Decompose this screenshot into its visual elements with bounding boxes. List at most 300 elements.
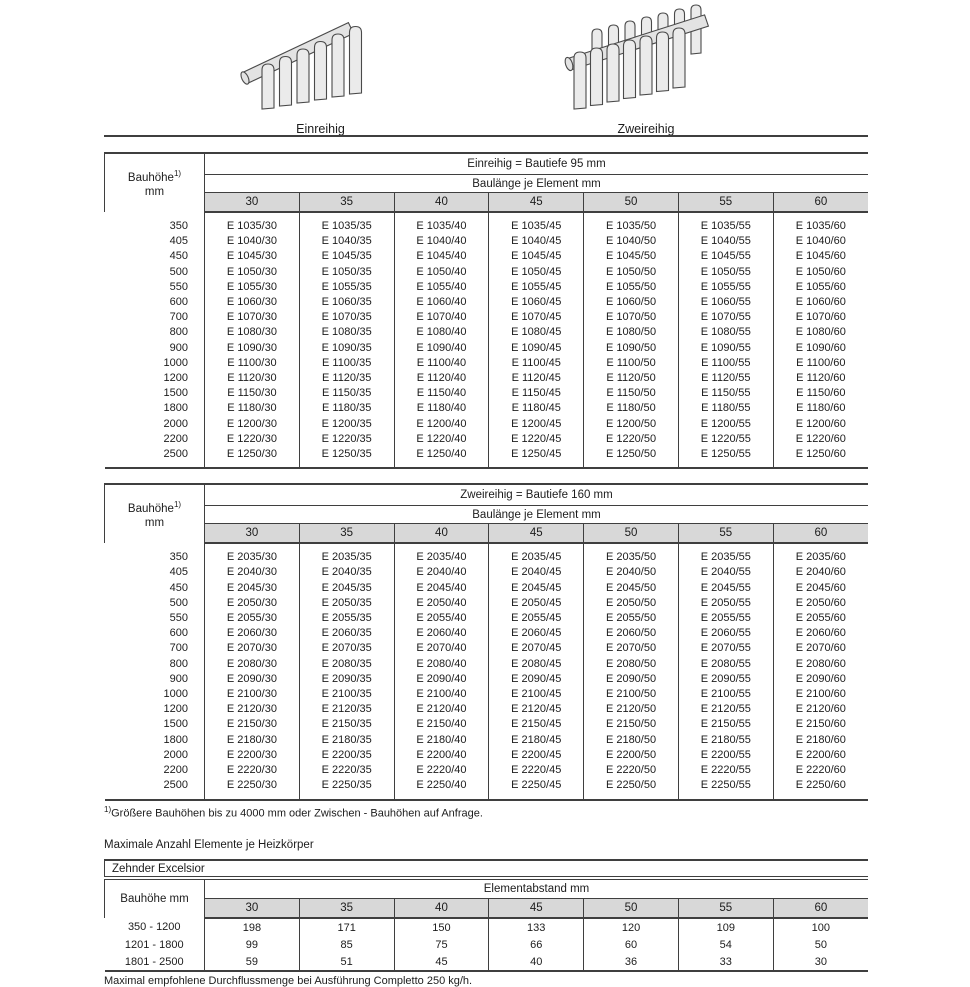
- data-cell: E 1150/35: [299, 386, 394, 401]
- row-label: 1500: [105, 386, 205, 401]
- data-cell: E 2220/50: [584, 763, 679, 778]
- row-label: 1800: [105, 733, 205, 748]
- table-subtitle: Baulänge je Element mm: [205, 506, 869, 524]
- data-cell: E 2150/60: [795, 718, 846, 731]
- column-header: 35: [299, 193, 394, 213]
- data-cell: E 2035/50: [584, 543, 679, 565]
- data-cell: E 1150/30: [205, 386, 300, 401]
- data-cell: 133: [489, 918, 584, 936]
- data-cell: E 2090/30: [205, 672, 300, 687]
- row-label: 2200: [105, 432, 205, 447]
- data-cell: 120: [584, 918, 679, 936]
- table-row: [105, 310, 869, 325]
- data-cell: E 1035/30: [205, 212, 300, 234]
- data-cell: E 1055/50: [584, 280, 679, 295]
- table-row: [105, 778, 869, 799]
- row-label: 550: [105, 611, 205, 626]
- column-header-row: [105, 193, 869, 213]
- data-cell: E 2100/50: [584, 687, 679, 702]
- data-cell: E 1180/60: [796, 402, 846, 415]
- data-cell: E 1055/45: [489, 280, 584, 295]
- table-row: [105, 543, 869, 565]
- data-cell: E 1150/60: [796, 387, 846, 400]
- table-row: [105, 748, 869, 763]
- table-body: [105, 212, 869, 468]
- table-row: [105, 565, 869, 580]
- row-label: 2200: [105, 763, 205, 778]
- data-cell: E 1250/45: [489, 447, 584, 468]
- data-cell: E 2200/50: [584, 748, 679, 763]
- data-cell: E 2060/50: [584, 626, 679, 641]
- data-cell: E 2150/35: [299, 717, 394, 732]
- row-label: 350: [105, 212, 205, 234]
- column-header-row: [105, 899, 869, 919]
- data-cell: E 1200/30: [205, 417, 300, 432]
- column-header: 30: [205, 524, 300, 544]
- table-row: [105, 417, 869, 432]
- data-cell: E 1180/40: [394, 401, 489, 416]
- data-cell: E 1120/55: [678, 371, 773, 386]
- data-cell: E 1250/35: [299, 447, 394, 468]
- data-cell: E 1150/40: [394, 386, 489, 401]
- footnote: [104, 805, 868, 820]
- data-cell: E 1100/55: [678, 356, 773, 371]
- data-cell: E 2035/30: [205, 543, 300, 565]
- data-cell: E 2055/35: [299, 611, 394, 626]
- data-cell: E 2055/30: [205, 611, 300, 626]
- data-cell: E 2040/40: [394, 565, 489, 580]
- data-cell: E 2180/30: [205, 733, 300, 748]
- data-cell: E 2035/40: [394, 543, 489, 565]
- row-label: 1200: [105, 371, 205, 386]
- data-cell: E 2045/40: [394, 581, 489, 596]
- data-cell: E 2050/30: [205, 596, 300, 611]
- data-cell: E 2220/35: [299, 763, 394, 778]
- data-cell: E 1040/30: [205, 234, 300, 249]
- max-elements-heading: Maximale Anzahl Elemente je Heizkörper: [104, 839, 314, 852]
- data-cell: E 2040/45: [489, 565, 584, 580]
- data-cell: E 1055/55: [678, 280, 773, 295]
- data-cell: E 1150/55: [678, 386, 773, 401]
- table-row: [105, 356, 869, 371]
- table-row: [105, 280, 869, 295]
- einreihig-figure: [238, 6, 403, 136]
- data-cell: E 2060/45: [489, 626, 584, 641]
- data-cell: E 2120/55: [678, 702, 773, 717]
- data-cell: E 1070/50: [584, 310, 679, 325]
- data-cell: E 2220/45: [489, 763, 584, 778]
- data-cell: E 2180/35: [299, 733, 394, 748]
- data-cell: E 2250/55: [678, 778, 773, 799]
- data-cell: E 2090/45: [489, 672, 584, 687]
- data-cell: E 1200/35: [299, 417, 394, 432]
- data-cell: 45: [394, 953, 489, 971]
- column-header: 50: [584, 524, 679, 544]
- figure-caption: Zweireihig: [617, 122, 675, 136]
- table-row: [105, 341, 869, 356]
- data-cell: 54: [678, 936, 773, 953]
- row-label: 1000: [105, 687, 205, 702]
- data-cell: E 2070/40: [394, 641, 489, 656]
- data-cell: E 2200/35: [299, 748, 394, 763]
- data-cell: E 1040/40: [394, 234, 489, 249]
- table-title: Einreihig = Bautiefe 95 mm: [205, 153, 869, 175]
- data-cell: E 1050/35: [299, 265, 394, 280]
- data-cell: E 2040/50: [584, 565, 679, 580]
- data-cell: E 1150/50: [584, 386, 679, 401]
- data-cell: E 1220/55: [678, 432, 773, 447]
- figure-caption: Einreihig: [296, 122, 345, 136]
- data-cell: E 2080/35: [299, 657, 394, 672]
- data-cell: E 1045/45: [489, 249, 584, 264]
- data-cell: E 2050/35: [299, 596, 394, 611]
- data-cell: E 1200/55: [678, 417, 773, 432]
- data-cell: 171: [299, 918, 394, 936]
- data-cell: E 2045/55: [678, 581, 773, 596]
- data-cell: E 1070/35: [299, 310, 394, 325]
- data-cell: 30: [814, 955, 827, 968]
- data-cell: E 1050/45: [489, 265, 584, 280]
- table-row: [105, 249, 869, 264]
- data-cell: E 1200/60: [795, 417, 846, 430]
- data-cell: E 1220/35: [299, 432, 394, 447]
- data-cell: E 2120/35: [299, 702, 394, 717]
- data-cell: E 1070/45: [489, 310, 584, 325]
- data-cell: E 2045/30: [205, 581, 300, 596]
- row-header-text: Bauhöhe: [127, 171, 174, 184]
- table-row: [105, 265, 869, 280]
- column-header: 50: [584, 193, 679, 213]
- row-label: 450: [105, 581, 205, 596]
- data-cell: E 2090/55: [678, 672, 773, 687]
- column-header: 45: [489, 524, 584, 544]
- table-row: [105, 325, 869, 340]
- table-row: [105, 581, 869, 596]
- data-cell: E 1090/30: [205, 341, 300, 356]
- table-row: [105, 702, 869, 717]
- figures-row: [0, 0, 970, 136]
- table-title: Zweireihig = Bautiefe 160 mm: [205, 484, 869, 506]
- column-header: 40: [394, 524, 489, 544]
- data-cell: E 1035/40: [394, 212, 489, 234]
- data-cell: E 1050/60: [795, 265, 846, 278]
- column-header: 55: [678, 193, 773, 213]
- data-cell: E 1220/40: [394, 432, 489, 447]
- data-cell: E 2250/60: [795, 779, 846, 792]
- data-cell: E 1060/45: [489, 295, 584, 310]
- table-title: Elementabstand mm: [205, 880, 869, 899]
- data-cell: E 2180/45: [489, 733, 584, 748]
- data-cell: E 1180/55: [678, 401, 773, 416]
- data-cell: E 2050/60: [795, 596, 846, 609]
- row-label: 1801 - 2500: [105, 953, 205, 971]
- data-cell: E 2050/40: [394, 596, 489, 611]
- row-header-text: Bauhöhe: [127, 503, 174, 516]
- single-row-radiator-illustration: [238, 6, 403, 116]
- data-cell: E 1050/30: [205, 265, 300, 280]
- table-row: [105, 447, 869, 468]
- table-row: [105, 386, 869, 401]
- data-cell: 40: [489, 953, 584, 971]
- data-cell: E 1050/50: [584, 265, 679, 280]
- data-cell: E 1090/60: [795, 341, 846, 354]
- data-cell: E 1180/35: [299, 401, 394, 416]
- table-row: [105, 295, 869, 310]
- data-cell: E 1050/40: [394, 265, 489, 280]
- flow-rate-note: Maximal empfohlene Durchflussmenge bei Ausführung Completto 250 kg/h.: [104, 975, 473, 987]
- data-cell: E 1100/40: [394, 356, 489, 371]
- data-cell: 36: [584, 953, 679, 971]
- data-cell: E 1060/40: [394, 295, 489, 310]
- data-cell: E 2200/55: [678, 748, 773, 763]
- data-cell: E 2200/60: [795, 748, 846, 761]
- data-cell: E 2100/45: [489, 687, 584, 702]
- row-label: 1800: [105, 401, 205, 416]
- table-row: [105, 212, 869, 234]
- data-cell: E 1080/60: [795, 326, 846, 339]
- data-cell: E 1250/50: [584, 447, 679, 468]
- data-cell: E 2250/35: [299, 778, 394, 799]
- data-cell: E 2035/55: [678, 543, 773, 565]
- table-row: [105, 672, 869, 687]
- data-cell: E 1120/40: [394, 371, 489, 386]
- table-row: [105, 401, 869, 416]
- data-cell: E 2070/30: [205, 641, 300, 656]
- data-cell: E 1055/40: [394, 280, 489, 295]
- data-cell: E 2120/50: [584, 702, 679, 717]
- data-cell: E 1120/45: [489, 371, 584, 386]
- data-cell: E 2060/35: [299, 626, 394, 641]
- data-cell: E 1100/60: [796, 356, 846, 369]
- data-cell: 33: [678, 953, 773, 971]
- table-row: [105, 918, 869, 936]
- row-header-bauhoehe: [105, 484, 205, 543]
- data-cell: E 1080/40: [394, 325, 489, 340]
- data-cell: E 1035/50: [584, 212, 679, 234]
- table-body: [105, 918, 869, 971]
- data-cell: E 2070/45: [489, 641, 584, 656]
- data-cell: E 1045/30: [205, 249, 300, 264]
- data-cell: E 2180/55: [678, 733, 773, 748]
- table-body: [105, 543, 869, 799]
- column-header-row: [105, 524, 869, 544]
- data-cell: E 1055/60: [795, 280, 846, 293]
- data-cell: E 1100/35: [299, 356, 394, 371]
- data-cell: 66: [489, 936, 584, 953]
- data-cell: E 2080/50: [584, 657, 679, 672]
- data-cell: E 1250/55: [678, 447, 773, 468]
- data-cell: E 1100/50: [584, 356, 679, 371]
- data-cell: 60: [584, 936, 679, 953]
- data-cell: E 2220/40: [394, 763, 489, 778]
- data-cell: E 1090/50: [584, 341, 679, 356]
- data-cell: E 1180/50: [584, 401, 679, 416]
- einreihig-table: [104, 152, 868, 469]
- column-header: 60: [773, 524, 868, 544]
- data-cell: E 1250/30: [205, 447, 300, 468]
- row-label: 600: [105, 626, 205, 641]
- data-cell: E 2060/55: [678, 626, 773, 641]
- data-cell: E 2220/55: [678, 763, 773, 778]
- data-cell: E 1080/35: [299, 325, 394, 340]
- data-cell: E 1040/55: [678, 234, 773, 249]
- data-cell: E 2090/50: [584, 672, 679, 687]
- data-cell: E 2090/40: [394, 672, 489, 687]
- data-cell: E 1070/30: [205, 310, 300, 325]
- data-cell: E 1090/35: [299, 341, 394, 356]
- data-cell: 100: [811, 921, 831, 934]
- data-cell: E 2055/60: [795, 612, 846, 625]
- footnote-marker: 1): [104, 804, 112, 814]
- data-cell: E 1120/35: [299, 371, 394, 386]
- data-cell: E 2070/60: [795, 642, 846, 655]
- data-cell: E 1100/30: [205, 356, 300, 371]
- data-cell: E 1070/60: [795, 311, 846, 324]
- column-header: 40: [394, 899, 489, 919]
- data-cell: E 2040/35: [299, 565, 394, 580]
- data-cell: E 1080/30: [205, 325, 300, 340]
- row-label: 800: [105, 325, 205, 340]
- data-cell: E 1060/55: [678, 295, 773, 310]
- row-label: 1500: [105, 717, 205, 732]
- data-cell: E 2070/55: [678, 641, 773, 656]
- row-label: 900: [105, 672, 205, 687]
- footnote-text: Größere Bauhöhen bis zu 4000 mm oder Zwischen - Bauhöhen auf Anfrage.: [111, 807, 483, 820]
- data-cell: E 2120/45: [489, 702, 584, 717]
- data-cell: E 2090/35: [299, 672, 394, 687]
- zweireihig-figure: [556, 2, 736, 136]
- table-row: [105, 733, 869, 748]
- table-row: [105, 687, 869, 702]
- table-row: [105, 596, 869, 611]
- data-cell: E 1090/40: [394, 341, 489, 356]
- data-cell: E 2080/55: [678, 657, 773, 672]
- data-cell: E 2040/55: [678, 565, 773, 580]
- data-cell: E 1060/35: [299, 295, 394, 310]
- data-cell: E 2055/40: [394, 611, 489, 626]
- data-cell: E 2080/40: [394, 657, 489, 672]
- data-cell: E 2090/60: [795, 672, 846, 685]
- double-row-radiator-illustration: [556, 2, 736, 116]
- data-cell: E 2180/40: [394, 733, 489, 748]
- column-header: 60: [773, 899, 868, 919]
- data-cell: E 1040/45: [489, 234, 584, 249]
- data-cell: E 1070/40: [394, 310, 489, 325]
- data-cell: E 2250/45: [489, 778, 584, 799]
- data-cell: 51: [299, 953, 394, 971]
- column-header: 35: [299, 524, 394, 544]
- data-cell: E 2150/30: [205, 717, 300, 732]
- data-cell: E 2035/35: [299, 543, 394, 565]
- data-cell: E 2060/30: [205, 626, 300, 641]
- top-divider-line: [104, 135, 868, 137]
- data-cell: E 2200/45: [489, 748, 584, 763]
- data-cell: 150: [394, 918, 489, 936]
- data-cell: E 2045/50: [584, 581, 679, 596]
- data-cell: E 1220/30: [205, 432, 300, 447]
- row-label: 405: [105, 565, 205, 580]
- data-cell: E 2120/40: [394, 702, 489, 717]
- row-label: 1201 - 1800: [105, 936, 205, 953]
- data-cell: E 1200/45: [489, 417, 584, 432]
- table-row: [105, 953, 869, 971]
- row-label: 700: [105, 641, 205, 656]
- data-cell: E 1035/35: [299, 212, 394, 234]
- data-cell: 198: [205, 918, 300, 936]
- column-header: 35: [299, 899, 394, 919]
- data-cell: E 1090/55: [678, 341, 773, 356]
- data-cell: E 1055/30: [205, 280, 300, 295]
- row-header-unit: mm: [144, 185, 165, 198]
- row-label: 500: [105, 265, 205, 280]
- row-label: 800: [105, 657, 205, 672]
- row-label: 450: [105, 249, 205, 264]
- row-label: 900: [105, 341, 205, 356]
- row-header-bauhoehe: [105, 153, 205, 212]
- data-cell: E 1035/55: [678, 212, 773, 234]
- row-label: 550: [105, 280, 205, 295]
- table-row: [105, 936, 869, 953]
- table-row: [105, 641, 869, 656]
- table-row: [105, 717, 869, 732]
- row-label: 1000: [105, 356, 205, 371]
- column-header: 60: [773, 193, 868, 213]
- table-row: [105, 763, 869, 778]
- data-cell: E 1090/45: [489, 341, 584, 356]
- row-label: 350: [105, 543, 205, 565]
- data-cell: E 2200/40: [394, 748, 489, 763]
- data-cell: E 2050/55: [678, 596, 773, 611]
- zweireihig-table: [104, 483, 868, 800]
- data-cell: E 1060/30: [205, 295, 300, 310]
- data-cell: E 1035/60: [795, 220, 846, 232]
- data-cell: E 2180/50: [584, 733, 679, 748]
- data-cell: E 1120/50: [584, 371, 679, 386]
- data-cell: E 1250/60: [795, 448, 846, 461]
- row-header-unit: mm: [144, 517, 165, 530]
- data-cell: E 2150/40: [394, 717, 489, 732]
- data-cell: E 2070/35: [299, 641, 394, 656]
- table-row: [105, 611, 869, 626]
- data-cell: E 2040/60: [795, 566, 846, 579]
- data-cell: E 2080/60: [795, 657, 846, 670]
- data-cell: E 1045/50: [584, 249, 679, 264]
- row-label: 405: [105, 234, 205, 249]
- footnote-marker: 1): [173, 169, 182, 179]
- column-header: 40: [394, 193, 489, 213]
- data-cell: E 1120/60: [796, 372, 846, 385]
- row-label: 2000: [105, 417, 205, 432]
- data-cell: 85: [299, 936, 394, 953]
- data-cell: E 2060/60: [795, 627, 846, 640]
- data-cell: 109: [678, 918, 773, 936]
- data-cell: E 1055/35: [299, 280, 394, 295]
- column-header: 55: [678, 899, 773, 919]
- data-cell: E 2120/30: [205, 702, 300, 717]
- data-cell: E 1080/55: [678, 325, 773, 340]
- footnote-marker: 1): [173, 500, 182, 510]
- data-cell: E 1040/35: [299, 234, 394, 249]
- data-cell: E 1070/55: [678, 310, 773, 325]
- data-cell: 99: [205, 936, 300, 953]
- data-cell: E 1220/45: [489, 432, 584, 447]
- data-cell: E 1150/45: [489, 386, 584, 401]
- data-cell: 59: [205, 953, 300, 971]
- data-cell: E 1180/45: [489, 401, 584, 416]
- data-cell: E 2150/45: [489, 717, 584, 732]
- row-label: 2500: [105, 447, 205, 468]
- data-cell: E 1250/40: [394, 447, 489, 468]
